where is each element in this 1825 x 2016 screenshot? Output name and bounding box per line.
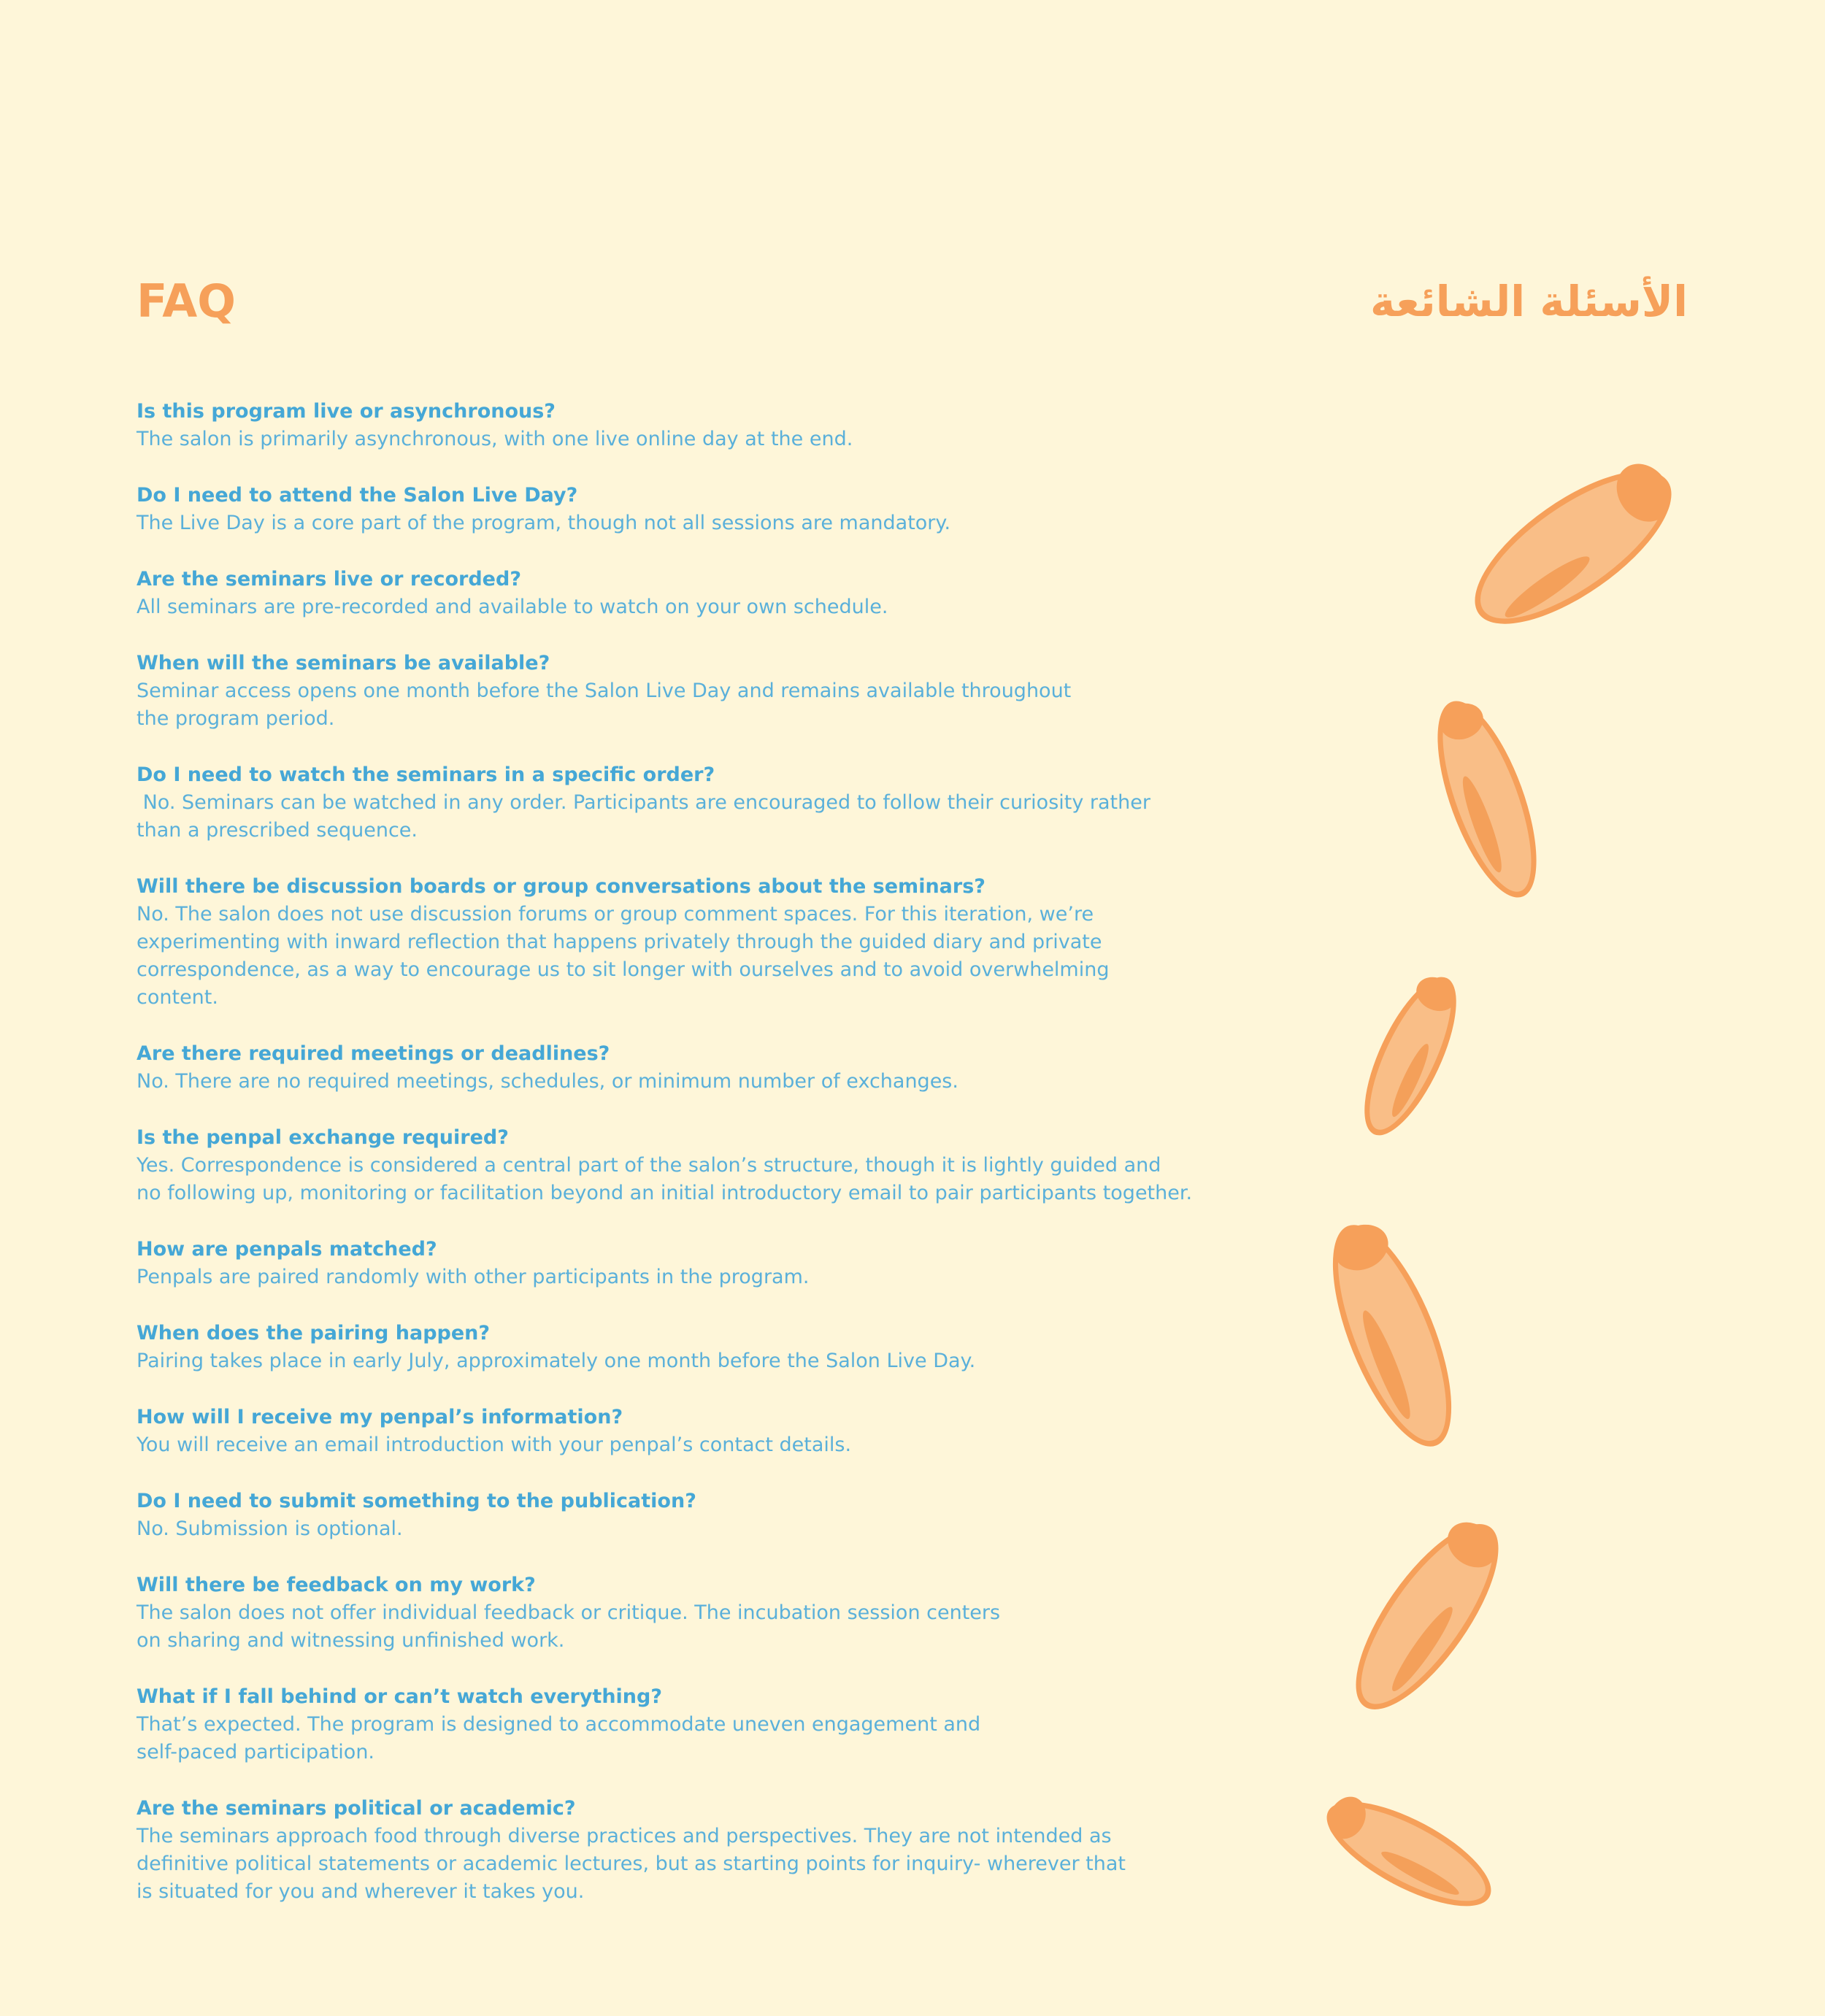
- faq-question: Do I need to watch the seminars in a specific order?: [137, 763, 715, 786]
- faq-list: [137, 398, 1290, 1934]
- faq-answer: The salon does not offer individual feedback or critique. The incubation session centers on sharing and witnessing unfinished work.: [137, 1601, 1001, 1652]
- faq-item: [137, 1488, 1290, 1543]
- faq-item: [137, 1236, 1290, 1291]
- faq-question: Are the seminars live or recorded?: [137, 568, 521, 590]
- faq-item: [137, 873, 1290, 1012]
- faq-question: Will there be discussion boards or group conversations about the seminars?: [137, 875, 986, 898]
- faq-question: Is this program live or asynchronous?: [137, 400, 556, 423]
- faq-item: [137, 566, 1290, 621]
- faq-answer: No. Seminars can be watched in any order. Participants are encouraged to follow their curiosity rather than a prescribed sequence.: [137, 791, 1150, 842]
- faq-question: Will there be feedback on my work?: [137, 1574, 536, 1596]
- faq-answer: The salon is primarily asynchronous, with one live online day at the end.: [137, 428, 853, 450]
- faq-question: What if I fall behind or can’t watch everything?: [137, 1685, 663, 1708]
- faq-item: [137, 482, 1290, 537]
- faq-question: Are there required meetings or deadlines?: [137, 1042, 610, 1065]
- faq-item: [137, 1683, 1290, 1766]
- faq-answer: The seminars approach food through diverse practices and perspectives. They are not intended as definitive political statements or academic lectures, but as starting points for inquiry- wherever that is situated for you and wherever it takes you.: [137, 1825, 1126, 1903]
- faq-answer: All seminars are pre-recorded and available to watch on your own schedule.: [137, 596, 888, 618]
- faq-item: [137, 398, 1290, 453]
- faq-question: Is the penpal exchange required?: [137, 1126, 509, 1149]
- faq-item: [137, 1404, 1290, 1459]
- faq-question: When will the seminars be available?: [137, 652, 550, 674]
- rice-grain-icon: [1314, 1792, 1504, 1916]
- faq-answer: Pairing takes place in early July, approximately one month before the Salon Live Day.: [137, 1350, 976, 1372]
- faq-question: How will I receive my penpal’s information?: [137, 1406, 623, 1428]
- faq-answer: No. The salon does not use discussion forums or group comment spaces. For this iteration, we’re experimenting with inward reflection that happens privately through the guided diary and private correspondence, as a way to encourage us to sit longer with ourselves and to avoid overwhelming content.: [137, 903, 1110, 1009]
- faq-answer: That’s expected. The program is designed to accommodate uneven engagement and self-paced participation.: [137, 1713, 981, 1763]
- faq-answer: No. Submission is optional.: [137, 1517, 403, 1540]
- rice-grain-icon: [1340, 1507, 1515, 1726]
- rice-grain-icon: [1420, 690, 1555, 909]
- faq-answer: Penpals are paired randomly with other participants in the program.: [137, 1266, 810, 1288]
- faq-item: [137, 1124, 1290, 1207]
- faq-item: [137, 1320, 1290, 1375]
- faq-question: Do I need to attend the Salon Live Day?: [137, 484, 578, 507]
- page-title-arabic: الأسئلة الشائعة: [1370, 277, 1688, 326]
- rice-grain-icon: [1347, 967, 1475, 1146]
- faq-question: Are the seminars political or academic?: [137, 1797, 576, 1820]
- faq-question: When does the pairing happen?: [137, 1322, 491, 1344]
- faq-item: [137, 1795, 1290, 1906]
- page-title-english: FAQ: [137, 274, 236, 328]
- faq-item: [137, 1571, 1290, 1655]
- faq-question: How are penpals matched?: [137, 1238, 437, 1261]
- faq-answer: The Live Day is a core part of the program, though not all sessions are mandatory.: [137, 512, 951, 534]
- faq-item: [137, 1040, 1290, 1096]
- faq-item: [137, 650, 1290, 733]
- faq-answer: Seminar access opens one month before the Salon Live Day and remains available throughout the program period.: [137, 680, 1072, 730]
- faq-answer: You will receive an email introduction with your penpal’s contact details.: [137, 1434, 852, 1456]
- faq-question: Do I need to submit something to the publication?: [137, 1490, 696, 1512]
- faq-item: [137, 761, 1290, 845]
- rice-grain-icon: [1453, 442, 1694, 653]
- faq-answer: Yes. Correspondence is considered a central part of the salon’s structure, though it is lightly guided and no following up, monitoring or facilitation beyond an initial introductory email to pair participants together.: [137, 1154, 1193, 1204]
- rice-grain-icon: [1314, 1215, 1471, 1456]
- faq-answer: No. There are no required meetings, schedules, or minimum number of exchanges.: [137, 1070, 958, 1093]
